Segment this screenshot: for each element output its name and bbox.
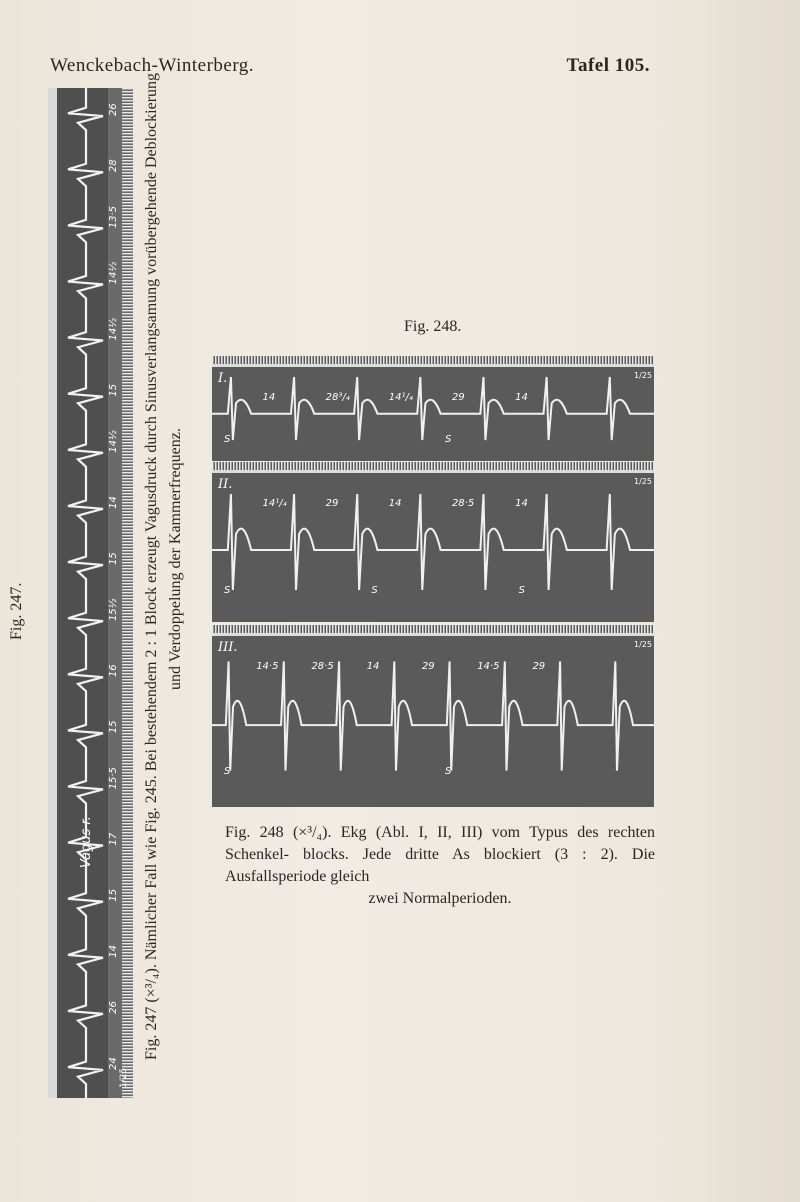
fig247-interval-label: 13·5 [108,206,119,229]
panel-interval-label: 14 [515,392,528,403]
panel-timescale: 1/25 [634,371,652,380]
panel-interval-label: 28·5 [451,498,475,509]
panel-lead-label: I. [218,371,228,386]
panel-interval-label: 29 [532,661,546,672]
panel-interval-label: 14·5 [256,661,279,672]
fig247-interval-label: 24 [108,1057,119,1070]
fig248-caption [225,822,655,910]
panel-s-label: S [371,585,378,597]
panel-interval-label: 14 [262,392,276,403]
fig247-interval-label: 14½ [108,430,119,453]
fig248-panel-lead-I [212,356,654,461]
fig248-title: Fig. 248. [404,318,462,335]
panel-interval-label: 14 [366,661,380,672]
fig248-panel-svg [212,356,654,461]
fig247-interval-label: 14½ [108,261,119,285]
panel-s-label: S [445,434,452,446]
fig248-caption-line2: blocks. Jede dritte As blockiert (3 : 2). Die Ausfallsperiode gleich [225,846,656,885]
panel-s-label: S [518,585,526,597]
fig247-interval-label: 15 [108,383,119,397]
panel-s-label: S [224,434,231,446]
fig248-panel-svg [212,462,654,622]
panel-interval-label: 14¹/₄ [388,392,413,403]
panel-interval-label: 29 [421,661,435,672]
panel-lead-label: III. [218,640,238,655]
fig248-panel-svg [212,625,654,807]
panel-s-label: S [224,766,231,778]
fig247-ecg-strip [48,88,133,1098]
fig247-caption [140,72,188,1060]
panel-interval-label: 28·5 [311,661,334,672]
fig247-interval-label: 15 [108,552,119,565]
fig247-interval-label: 16 [108,664,119,678]
panel-interval-label: 14 [515,498,528,509]
fig247-interval-label: 15 [108,720,119,734]
panel-interval-label: 28³/₄ [325,392,350,403]
fig247-interval-label: 14 [108,944,119,958]
panel-timescale: 1/25 [634,477,652,486]
fig247-interval-label: 14 [108,496,119,509]
panel-s-label: S [445,766,452,778]
fig248-panel-lead-II [212,462,654,622]
header-author: Wenckebach-Winterberg. [50,55,255,76]
panel-interval-label: 14¹/₄ [262,498,287,509]
fig248-caption-line3: zwei Normalperioden. [368,890,512,907]
fig247-interval-label: 26 [108,103,119,117]
fig247-timescale: 1/25 [119,1067,129,1088]
fig247-ecg-svg [48,88,133,1098]
fig247-caption-line2: und Verdoppelung der Kammerfrequenz. [167,428,184,690]
fig247-interval-label: 28 [108,159,119,173]
panel-interval-label: 29 [451,392,465,403]
fig247-interval-label: 15·5 [108,767,119,790]
fig247-interval-label: 17 [108,832,119,846]
panel-timescale: 1/25 [634,640,652,649]
fig247-interval-label: 26 [108,1001,119,1014]
fig247-interval-label: 15 [108,888,119,902]
fig247-vagus-label: Vagus r. [79,816,94,868]
fig247-interval-label: 15½ [108,598,119,622]
fig247-label: Fig. 247. [8,582,25,640]
fig248-caption-line1: Fig. 248 (×³/₄). Ekg (Abl. I, II, III) vom Typus des rechten Schenkel- [225,824,655,863]
header-plate-number: Tafel 105. [566,55,650,76]
panel-interval-label: 14 [388,498,402,509]
fig247-interval-label: 14½ [108,318,119,341]
panel-interval-label: 29 [325,498,339,509]
panel-lead-label: II. [218,477,233,492]
panel-s-label: S [224,585,231,597]
panel-interval-label: 14·5 [477,661,500,672]
fig248-panel-lead-III [212,625,654,807]
fig247-caption-line1: Fig. 247 (×³/₄). Nämlicher Fall wie Fig. 245. Bei bestehendem 2 : 1 Block erzeugt Vagusdruck durch Sinusverlangsamung vorübergehende Deblockierung [143,72,160,1060]
